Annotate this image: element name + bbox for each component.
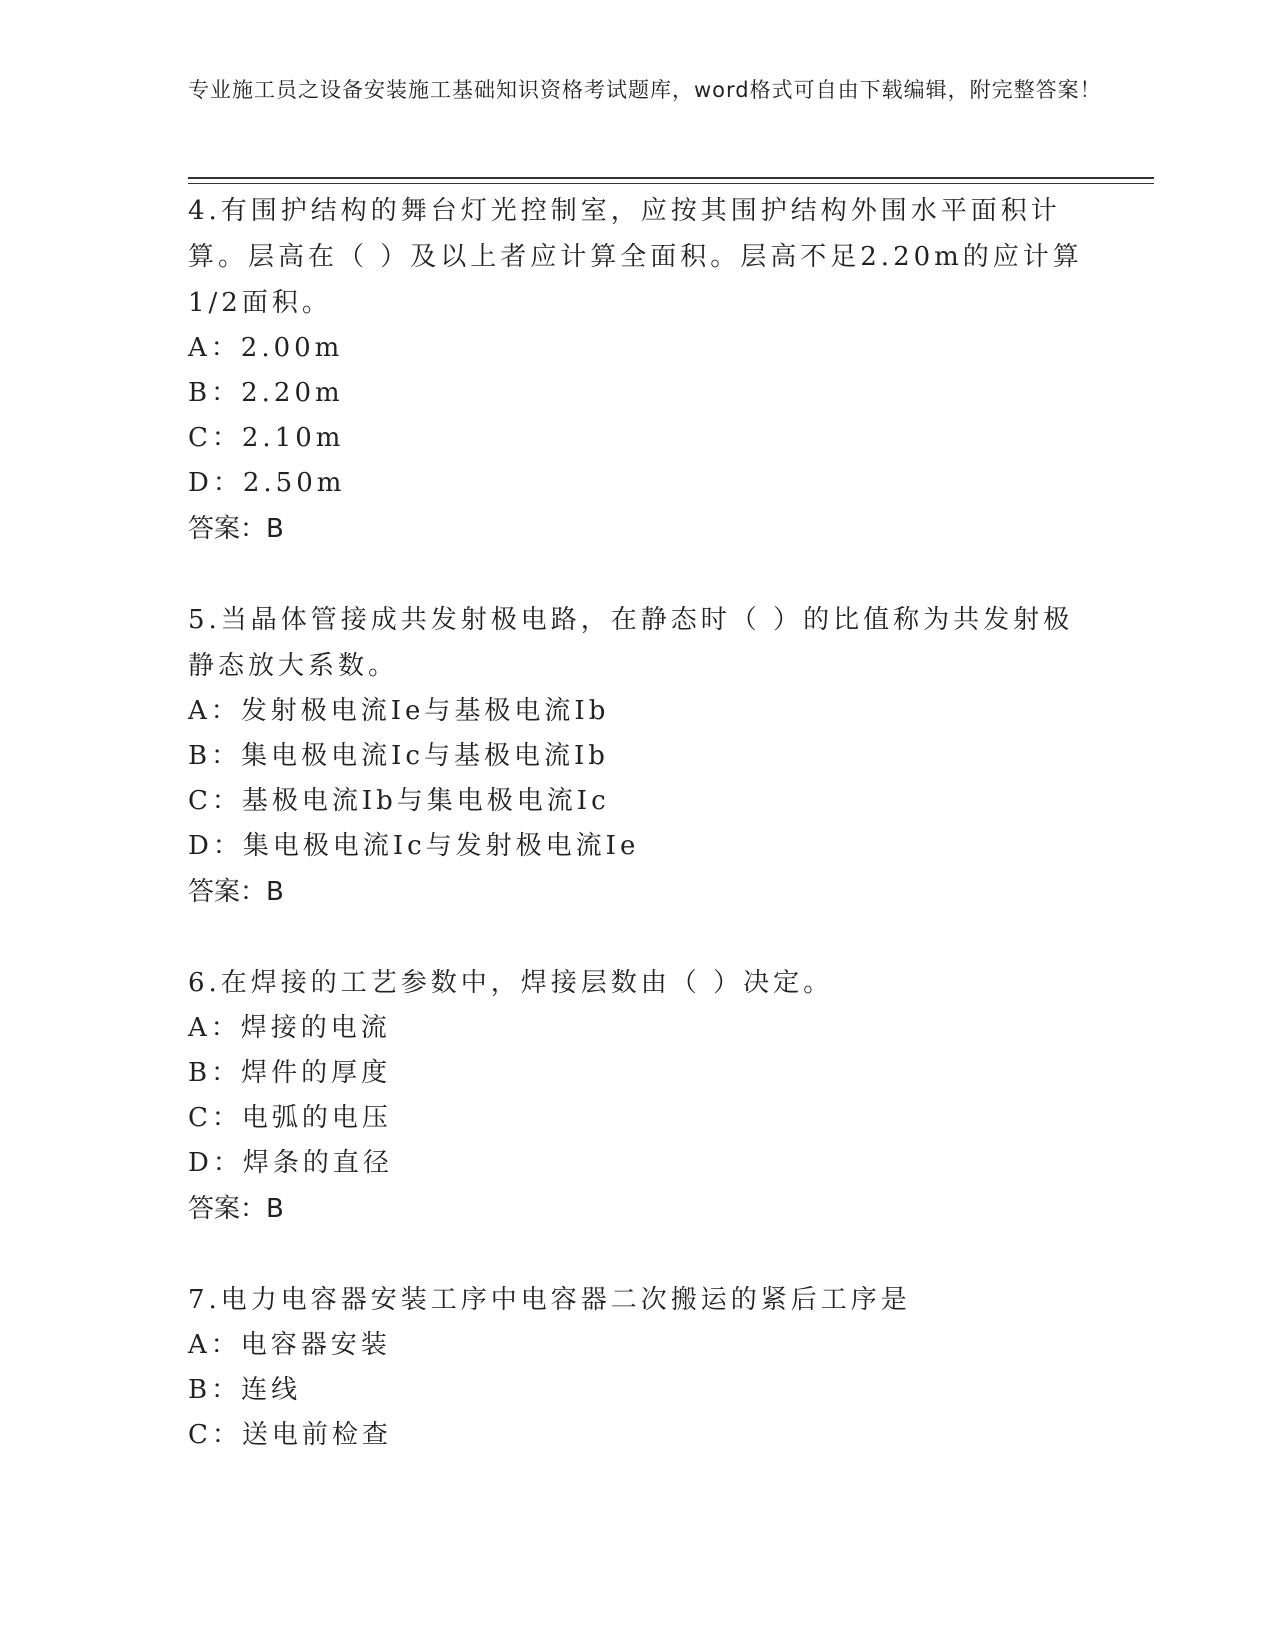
answer: 答案：B [188, 1194, 284, 1224]
option-a: A：电容器安装 [188, 1330, 391, 1360]
header-rule-thin [188, 183, 1154, 184]
question-text: 4.有围护结构的舞台灯光控制室，应按其围护结构外围水平面积计算。层高在（ ）及以上者应计算全面积。层高不足2.20m的应计算1/2面积。 [188, 196, 1083, 318]
option-b: B：集电极电流Ic与基极电流Ib [188, 741, 609, 771]
option-a: A：焊接的电流 [188, 1013, 391, 1043]
question-text: 6.在焊接的工艺参数中，焊接层数由（ ）决定。 [188, 968, 834, 998]
document-header: 专业施工员之设备安装施工基础知识资格考试题库，word格式可自由下载编辑，附完整答案！ [188, 78, 1102, 102]
question-4 [188, 188, 1088, 552]
option-a: A：发射极电流Ie与基极电流Ib [188, 696, 610, 726]
option-d: D：焊条的直径 [188, 1148, 393, 1178]
question-text: 7.电力电容器安装工序中电容器二次搬运的紧后工序是 [188, 1285, 911, 1315]
option-c: C：电弧的电压 [188, 1103, 392, 1133]
question-7 [188, 1277, 1088, 1458]
header-rule [188, 177, 1154, 179]
option-b: B：2.20m [188, 378, 344, 408]
spacer [188, 552, 1088, 597]
option-c: C：送电前检查 [188, 1420, 392, 1450]
question-5 [188, 597, 1088, 915]
option-c: C：基极电流Ib与集电极电流Ic [188, 786, 610, 816]
option-b: B：连线 [188, 1375, 302, 1405]
question-text: 5.当晶体管接成共发射极电路，在静态时（ ）的比值称为共发射极静态放大系数。 [188, 605, 1074, 681]
answer: 答案：B [188, 514, 284, 544]
option-d: D：集电极电流Ic与发射极电流Ie [188, 831, 640, 861]
spacer [188, 1232, 1088, 1277]
option-b: B：焊件的厚度 [188, 1058, 392, 1088]
answer: 答案：B [188, 877, 284, 907]
spacer [188, 915, 1088, 960]
question-6 [188, 960, 1088, 1232]
option-a: A：2.00m [188, 333, 344, 363]
option-d: D：2.50m [188, 468, 346, 498]
option-c: C：2.10m [188, 423, 345, 453]
question-list [188, 188, 1088, 1458]
